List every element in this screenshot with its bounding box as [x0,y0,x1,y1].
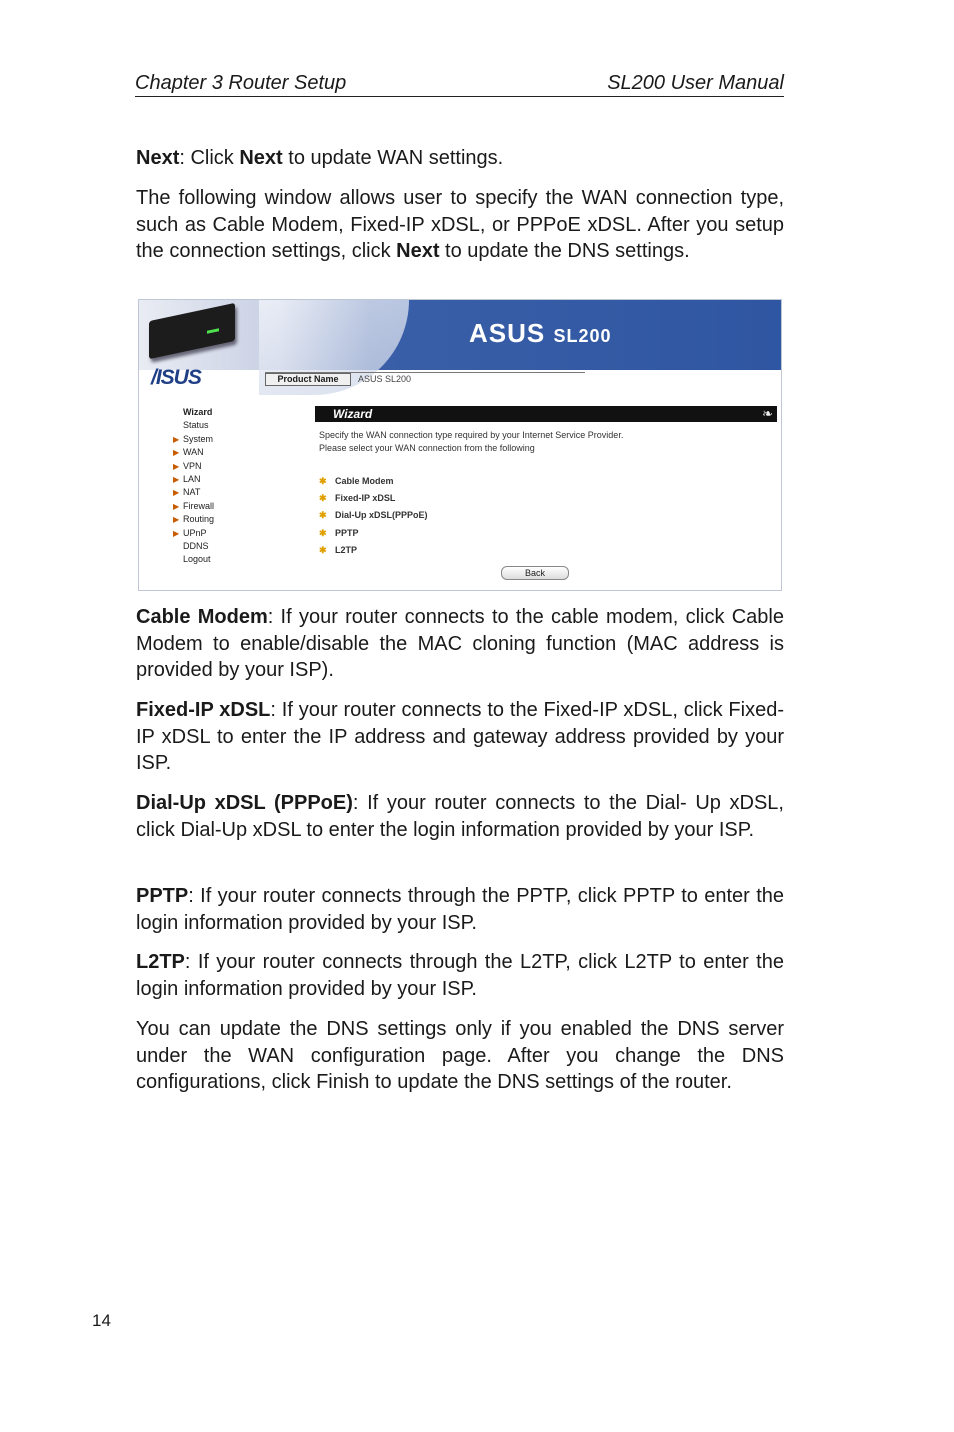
product-name-value: ASUS SL200 [358,374,412,384]
connection-options [319,473,428,559]
term-cable-modem: Cable Modem [136,606,268,628]
paragraph-dns: You can update the DNS settings only if you enabled the DNS server under the WAN configuration page. After you change the DNS configurations, click Finish to update the DNS settings of the router. [136,1018,784,1093]
option-dialup-xdsl[interactable] [319,507,428,524]
expand-arrow-icon: ▶ [173,461,180,471]
manual-title: SL200 User Manual [607,72,784,94]
nav-item-logout[interactable]: Logout [183,554,211,565]
sidebar-nav [173,406,313,567]
p3-text: : If your router connects to the cable modem, click Cable Modem to enable/disable the MAC cloning function (MAC address is provided by your ISP). [136,606,784,681]
term-fixed-ip: Fixed-IP xDSL [136,699,271,721]
p2-text-a: The following window allows user to specify the WAN connection type, such as Cable Modem, Fixed-IP xDSL, or PPPoE xDSL. After you setup the connection settings, click [136,187,784,262]
expand-arrow-icon: ▶ [173,515,180,525]
running-header [135,72,784,97]
nav-item-nat[interactable] [173,486,313,499]
brand-title [469,318,612,349]
nav-item-lan[interactable] [173,473,313,486]
nav-item-firewall[interactable] [173,500,313,513]
option-label-cable-modem: Cable Modem [335,476,394,486]
expand-arrow-icon: ▶ [173,474,180,484]
nav-label-nat: NAT [183,487,201,498]
paragraph-dialup [136,790,784,843]
nav-item-wizard[interactable]: Wizard [183,407,213,417]
option-pptp[interactable] [319,525,428,542]
bullet-star-icon: ✱ [319,510,327,521]
p2-next-bold: Next [396,240,440,262]
option-fixed-ip-xdsl[interactable] [319,490,428,507]
brand-name: ASUS [469,318,546,348]
option-label-fixed-ip: Fixed-IP xDSL [335,493,396,504]
nav-item-upnp[interactable] [173,527,313,540]
bullet-star-icon: ✱ [319,527,327,538]
bullet-star-icon: ✱ [319,476,327,486]
product-name-bar [265,372,585,385]
nav-label-lan: LAN [183,473,201,484]
ornament-icon: ❧ [762,406,773,421]
term-pptp: PPTP [136,885,189,907]
expand-arrow-icon: ▶ [173,528,180,538]
back-button[interactable]: Back [501,566,569,580]
paragraph-cable-modem [136,604,784,684]
nav-item-wan[interactable] [173,446,313,459]
bullet-star-icon: ✱ [319,493,327,504]
nav-label-vpn: VPN [183,460,202,471]
nav-item-routing[interactable] [173,513,313,526]
p1-text-b: to update WAN settings. [282,147,504,169]
option-cable-modem[interactable] [319,473,428,490]
model-name: SL200 [553,326,612,346]
product-name-label: Product Name [265,373,351,386]
chapter-title: Chapter 3 Router Setup [135,72,347,94]
router-wizard-screenshot [138,299,782,591]
p5-text: : If your router connects to the Dial- Up xDSL, click Dial-Up xDSL to enter the login information provided by your ISP. [136,792,784,841]
nav-label-wan: WAN [183,447,204,458]
paragraph-pptp [136,883,784,936]
p1-text-a: : Click [179,147,240,169]
expand-arrow-icon: ▶ [173,501,180,511]
paragraph-next [136,145,784,172]
banner [139,300,781,370]
nav-item-ddns[interactable]: DDNS [183,540,209,551]
expand-arrow-icon: ▶ [173,488,180,498]
wizard-title: Wizard [333,407,373,421]
p6-text: : If your router connects through the PPTP, click PPTP to enter the login information provided by your ISP. [136,885,784,934]
expand-arrow-icon: ▶ [173,434,180,444]
bullet-star-icon: ✱ [319,544,327,555]
p1-next-bold: Next [239,147,283,169]
nav-item-vpn[interactable] [173,460,313,473]
nav-label-upnp: UPnP [183,527,207,538]
p4-text: : If your router connects to the Fixed-IP xDSL, click Fixed-IP xDSL to enter the IP address and gateway address provided by your ISP. [136,699,784,774]
option-label-pptp: PPTP [335,527,359,538]
term-dialup: Dial-Up xDSL (PPPoE) [136,792,353,814]
asus-logo: /ISUS [151,366,201,389]
nav-label-firewall: Firewall [183,500,215,511]
nav-item-system[interactable] [173,433,313,446]
option-label-dialup: Dial-Up xDSL(PPPoE) [335,510,428,521]
p2-text-b: to update the DNS settings. [439,240,690,262]
paragraph-l2tp [136,949,784,1002]
nav-item-status[interactable]: Status [183,420,209,431]
option-l2tp[interactable] [319,542,428,559]
wizard-title-bar [315,406,777,422]
option-label-l2tp: L2TP [335,544,358,555]
paragraph-intro [136,185,784,265]
expand-arrow-icon: ▶ [173,448,180,458]
p7-text: : If your router connects through the L2TP, click L2TP to enter the login information provided by your ISP. [136,951,784,1000]
page-number: 14 [92,1311,111,1330]
wizard-description: Specify the WAN connection type required by your Internet Service Provider. Please select your WAN connection from the following [319,430,624,453]
term-next: Next [136,147,180,169]
nav-label-system: System [183,433,214,444]
term-l2tp: L2TP [136,951,185,973]
paragraph-fixed-ip [136,697,784,777]
nav-label-routing: Routing [183,514,215,525]
